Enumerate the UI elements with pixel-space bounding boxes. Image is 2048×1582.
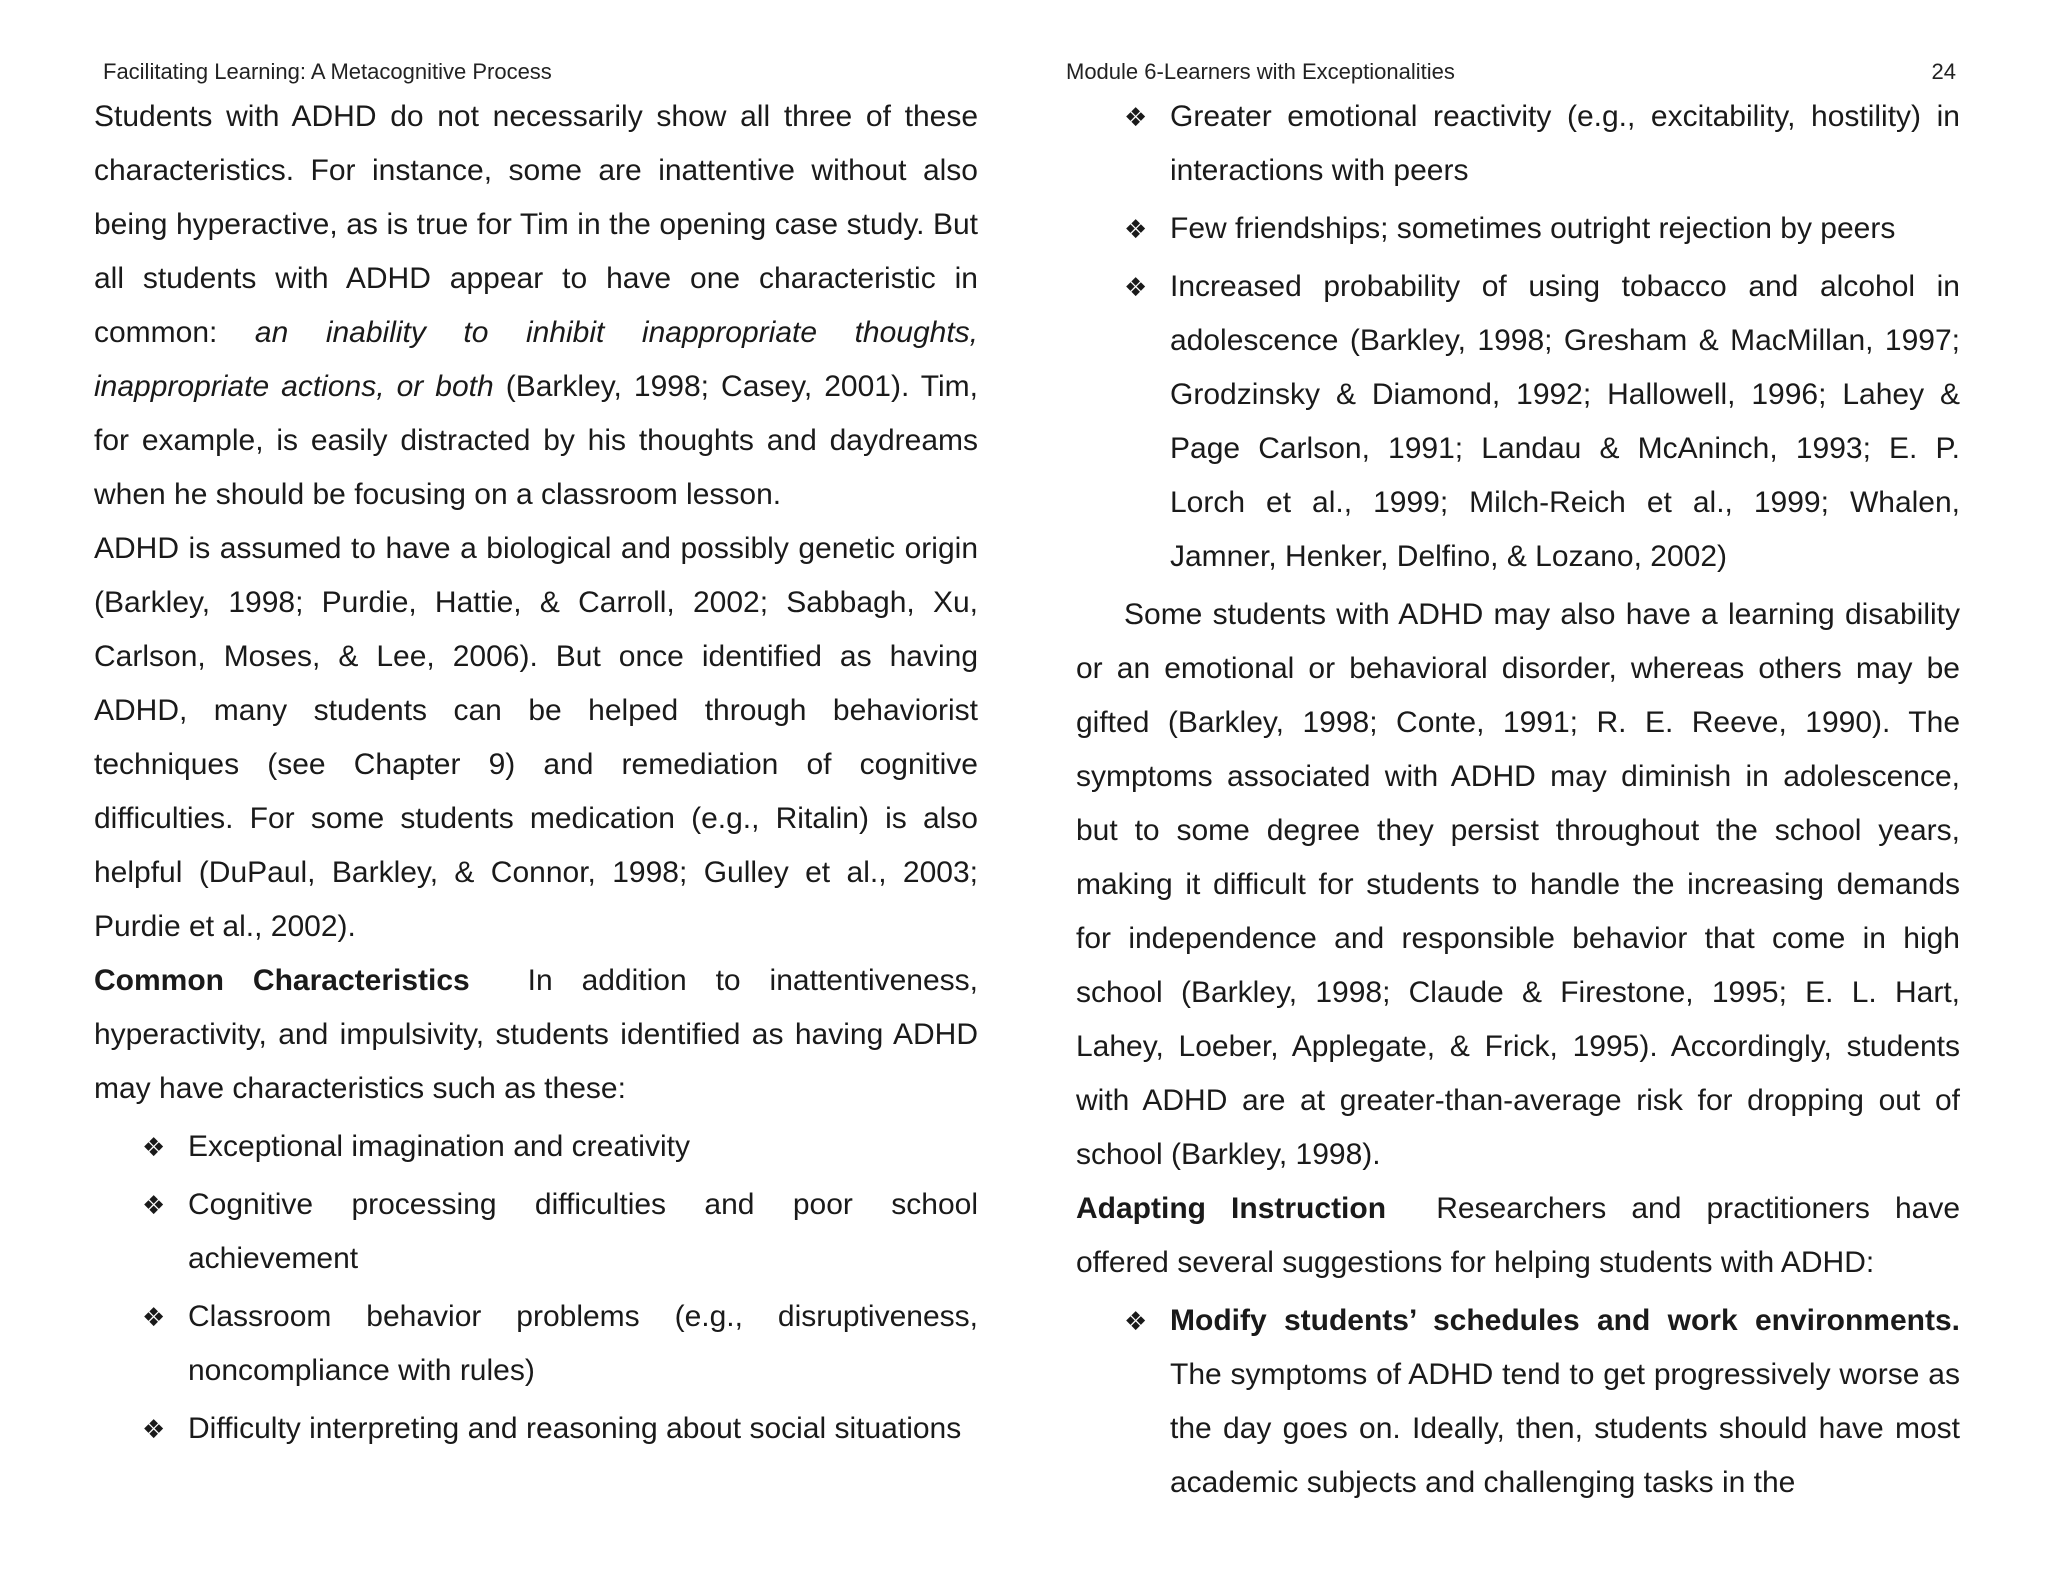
left-column [94, 90, 978, 1460]
paragraph-comorbidity: Some students with ADHD may also have a learning disability or an emotional or behavioral disorder, whereas others may be gifted (Barkley, 1998; Conte, 1991; R. E. Reeve, 1990). The symptoms associated with ADHD may diminish in adolescence, but to some degree they persist throughout the school years, making it difficult for students to handle the increasing demands for independence and responsible behavior that come in high school (Barkley, 1998; Claude & Firestone, 1995; E. L. Hart, Lahey, Loeber, Applegate, & Frick, 1995). Accordingly, students with ADHD are at greater-than-average risk for dropping out of school (Barkley, 1998). [1076, 598, 1960, 1171]
right-column [1076, 90, 1960, 1514]
list-item-text: Increased probability of using tobacco and alcohol in adolescence (Barkley, 1998; Gresham & MacMillan, 1997; Grodzinsky & Diamond, 1992; Hallowell, 1996; Lahey & Page Carlson, 1991; Landau & McAninch, 1993; E. P. Lorch et al., 1999; Milch-Reich et al., 1999; Whalen, Jamner, Henker, Delfino, & Lozano, 2002) [1170, 270, 1960, 573]
diamond-bullet-icon: ❖ [142, 1190, 166, 1220]
list-item [94, 1178, 978, 1286]
paragraph-biological-origin: ADHD is assumed to have a biological and possibly genetic origin (Barkley, 1998; Purdie, Hattie, & Carroll, 2002; Sabbagh, Xu, Carlson, Moses, & Lee, 2006). But once identified as having ADHD, many students can be helped through behaviorist techniques (see Chapter 9) and remediation of cognitive difficulties. For some students medication (e.g., Ritalin) is also helpful (DuPaul, Barkley, & Connor, 1998; Gulley et al., 2003; Purdie et al., 2002). [94, 532, 978, 943]
text-run: (Barkley, 1998; Casey, 2001). Tim, for example, is easily distracted by his thoughts and daydreams when he should be focusing on a classroom lesson. [94, 370, 978, 511]
characteristics-list-continued [1076, 90, 1960, 584]
list-item-text: Difficulty interpreting and reasoning about social situations [188, 1412, 962, 1445]
text-run: In addition to inattentiveness, hyperactivity, and impulsivity, students identified as having ADHD may have characteristics such as these: [94, 964, 979, 1105]
list-item-text: Greater emotional reactivity (e.g., excitability, hostility) in interactions with peers [1170, 100, 1960, 187]
paragraph-adapting-instruction [1076, 1182, 1960, 1290]
list-item-text: Classroom behavior problems (e.g., disruptiveness, noncompliance with rules) [188, 1300, 978, 1387]
diamond-bullet-icon: ❖ [1124, 102, 1148, 132]
characteristics-list [94, 1120, 978, 1456]
list-item [1076, 202, 1960, 256]
diamond-bullet-icon: ❖ [1124, 272, 1148, 302]
right-running-header: Module 6-Learners with Exceptionalities [1066, 59, 1455, 84]
section-heading-adapting-instruction: Adapting Instruction [1076, 1192, 1387, 1225]
italic-emphasis: an inability to inhibit inappropriate thoughts, inappropriate actions, or both [94, 316, 978, 403]
list-item [94, 1120, 978, 1174]
list-item [94, 1290, 978, 1398]
diamond-bullet-icon: ❖ [1124, 1306, 1148, 1336]
page-number: 24 [1931, 59, 1956, 84]
list-item-text: Cognitive processing difficulties and poor school achievement [188, 1188, 978, 1275]
paragraph-common-trait [94, 90, 978, 522]
paragraph-common-characteristics [94, 954, 978, 1116]
left-running-header: Facilitating Learning: A Metacognitive Process [103, 59, 552, 84]
list-item [1076, 90, 1960, 198]
instruction-suggestions-list [1076, 1294, 1960, 1510]
list-item-text: The symptoms of ADHD tend to get progressively worse as the day goes on. Ideally, then, students should have most academic subjects and challenging tasks in the [1170, 1358, 1960, 1499]
list-item [94, 1402, 978, 1456]
list-item [1076, 1294, 1960, 1510]
text-run: Students with ADHD do not necessarily show all three of these characteristics. For instance, some are inattentive without also being hyperactive, as is true for Tim in the opening case study. But all students with ADHD appear to have one characteristic in common: [94, 100, 978, 349]
diamond-bullet-icon: ❖ [142, 1302, 166, 1332]
diamond-bullet-icon: ❖ [142, 1132, 166, 1162]
section-heading-common-characteristics: Common Characteristics [94, 964, 470, 997]
list-item-lead: Modify students’ schedules and work environments. [1170, 1304, 1960, 1337]
list-item-text: Few friendships; sometimes outright rejection by peers [1170, 212, 1896, 245]
text-run: Researchers and practitioners have offered several suggestions for helping students with ADHD: [1076, 1192, 1960, 1279]
diamond-bullet-icon: ❖ [142, 1414, 166, 1444]
diamond-bullet-icon: ❖ [1124, 214, 1148, 244]
list-item-text: Exceptional imagination and creativity [188, 1130, 690, 1163]
list-item [1076, 260, 1960, 584]
